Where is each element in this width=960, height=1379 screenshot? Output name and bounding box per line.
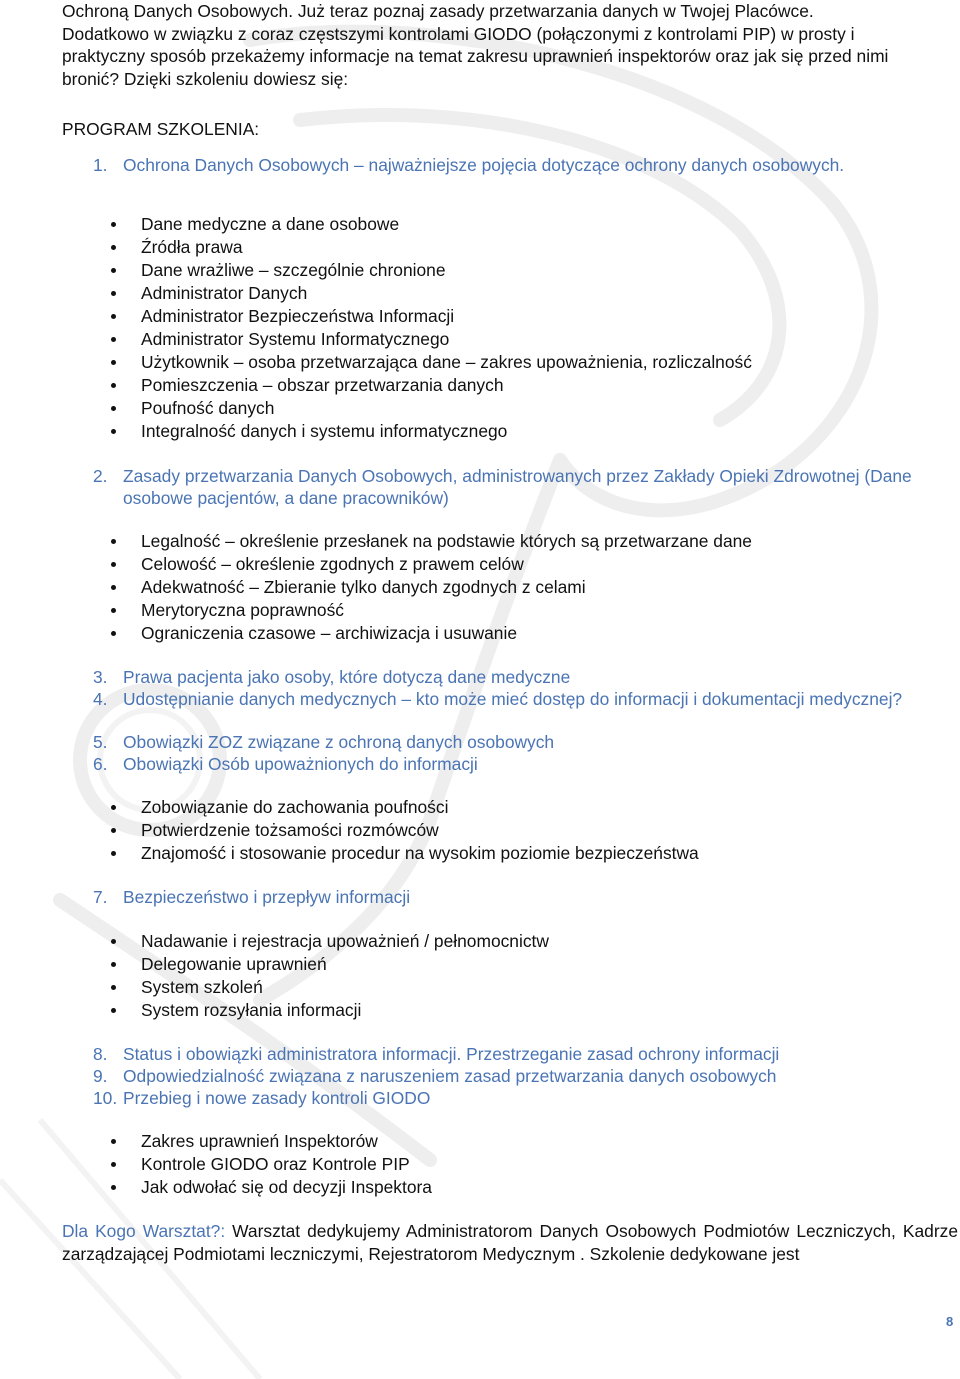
program-item-5: 5. Obowiązki ZOZ związane z ochroną danych osobowych bbox=[93, 732, 555, 752]
list-item: Nadawanie i rejestracja upoważnień / pełnomocnictw bbox=[110, 930, 930, 953]
program-item-1: 1. Ochrona Danych Osobowych – najważniejsze pojęcia dotyczące ochrony danych osobowych. bbox=[93, 155, 845, 175]
list-item: Administrator Bezpieczeństwa Informacji bbox=[110, 305, 930, 328]
program-item-7: 7. Bezpieczeństwo i przepływ informacji bbox=[93, 887, 411, 907]
page-number: 8 bbox=[946, 1314, 954, 1329]
list-item: Integralność danych i systemu informatycznego bbox=[110, 420, 930, 443]
list-item: Administrator Systemu Informatycznego bbox=[110, 328, 930, 351]
list-item: Delegowanie uprawnień bbox=[110, 953, 930, 976]
list-item: Użytkownik – osoba przetwarzająca dane – zakres upoważnienia, rozliczalność bbox=[110, 351, 930, 374]
intro-line: bronić? Dzięki szkoleniu dowiesz się: bbox=[62, 68, 349, 89]
list-item: Znajomość i stosowanie procedur na wysokim poziomie bezpieczeństwa bbox=[110, 842, 930, 865]
program-item-9: 9. Odpowiedzialność związana z naruszeniem zasad przetwarzania danych osobowych bbox=[93, 1066, 777, 1086]
list-item: Potwierdzenie tożsamości rozmówców bbox=[110, 819, 930, 842]
list-item: Poufność danych bbox=[110, 397, 930, 420]
list-item: System rozsyłania informacji bbox=[110, 999, 930, 1022]
list-item: Celowość – określenie zgodnych z prawem celów bbox=[110, 553, 930, 576]
list-item: Legalność – określenie przesłanek na podstawie których są przetwarzane dane bbox=[110, 530, 930, 553]
list-item: Zakres uprawnień Inspektorów bbox=[110, 1130, 930, 1153]
list-item: Adekwatność – Zbieranie tylko danych zgodnych z celami bbox=[110, 576, 930, 599]
list-item: Ograniczenia czasowe – archiwizacja i usuwanie bbox=[110, 622, 930, 645]
list-item: Administrator Danych bbox=[110, 282, 930, 305]
intro-paragraph bbox=[62, 0, 958, 90]
bullet-list-10 bbox=[110, 1130, 930, 1199]
list-item: Merytoryczna poprawność bbox=[110, 599, 930, 622]
program-item-4: 4. Udostępnianie danych medycznych – kto może mieć dostęp do informacji i dokumentacji medycznej? bbox=[93, 689, 903, 709]
program-item-3: 3. Prawa pacjenta jako osoby, które dotyczą dane medyczne bbox=[93, 667, 571, 687]
audience-label: Dla Kogo Warsztat?: bbox=[62, 1221, 226, 1241]
bullet-list-7 bbox=[110, 930, 930, 1022]
program-item-10: 10. Przebieg i nowe zasady kontroli GIODO bbox=[93, 1088, 431, 1108]
list-item: Kontrole GIODO oraz Kontrole PIP bbox=[110, 1153, 930, 1176]
program-item-2: 2. Zasady przetwarzania Danych Osobowych, administrowanych przez Zakłady Opieki Zdrowotnej (Dane osobowe pacjentów, a dane pracowników) bbox=[93, 466, 912, 508]
list-item: Jak odwołać się od decyzji Inspektora bbox=[110, 1176, 930, 1199]
intro-line: Ochroną Danych Osobowych. Już teraz poznaj zasady przetwarzania danych w Twojej Placówce. bbox=[62, 1, 814, 21]
bullet-list-2 bbox=[110, 530, 930, 645]
list-item: System szkoleń bbox=[110, 976, 930, 999]
bullet-list-1 bbox=[110, 213, 930, 443]
audience-paragraph bbox=[62, 1220, 958, 1266]
list-item: Źródła prawa bbox=[110, 236, 930, 259]
program-item-6: 6. Obowiązki Osób upoważnionych do informacji bbox=[93, 754, 478, 774]
intro-line: Dodatkowo w związku z coraz częstszymi kontrolami GIODO (połączonymi z kontrolami PIP) w prosty i bbox=[62, 23, 855, 44]
intro-line: praktyczny sposób przekażemy informacje na temat zakresu uprawnień inspektorów oraz jak się przed nimi bbox=[62, 46, 889, 67]
list-item: Dane wrażliwe – szczególnie chronione bbox=[110, 259, 930, 282]
list-item: Dane medyczne a dane osobowe bbox=[110, 213, 930, 236]
list-item: Zobowiązanie do zachowania poufności bbox=[110, 796, 930, 819]
bullet-list-6 bbox=[110, 796, 930, 865]
program-title: PROGRAM SZKOLENIA: bbox=[62, 119, 260, 139]
program-item-8: 8. Status i obowiązki administratora informacji. Przestrzeganie zasad ochrony informacji bbox=[93, 1044, 780, 1064]
audience-text: Warsztat dedykujemy Administratorom Danych Osobowych Podmiotów Leczniczych, Kadrze zarządzającej Podmiotami leczniczymi, Rejestratorom Medycznym . Szkolenie dedykowane jest bbox=[62, 1221, 958, 1264]
list-item: Pomieszczenia – obszar przetwarzania danych bbox=[110, 374, 930, 397]
